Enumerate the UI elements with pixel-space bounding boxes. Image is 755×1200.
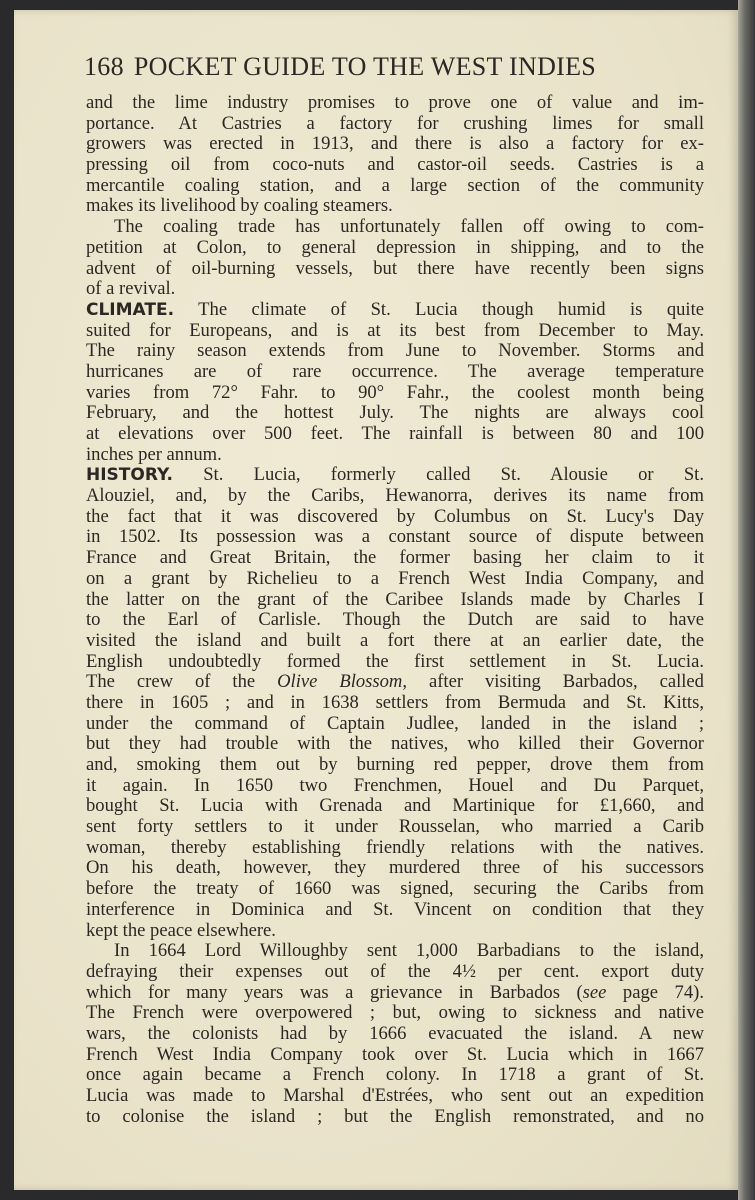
text-line: woman, thereby establishing friendly relations with the natives.: [86, 836, 704, 858]
text-line: The French were overpowered ; but, owing to sickness and native: [86, 1002, 704, 1024]
history-heading: HISTORY.: [86, 465, 173, 486]
text-line: of a revival.: [86, 278, 176, 300]
text-line: interference in Dominica and St. Vincent on condition that they: [86, 898, 704, 920]
text-line: in 1502. Its possession was a constant source of dispute between: [86, 526, 704, 548]
text-line: growers was erected in 1913, and there is also a factory for ex-: [86, 133, 704, 155]
text-line: on a grant by Richelieu to a French West India Company, and: [86, 567, 704, 589]
text-line: the fact that it was discovered by Columbus on St. Lucy's Day: [86, 505, 704, 527]
text-line: The coaling trade has unfortunately fallen off owing to com-: [114, 216, 704, 238]
text-line: On his death, however, they murdered three of his successors: [86, 857, 704, 879]
page-number: 168: [84, 52, 124, 81]
text-line: the latter on the grant of the Caribee Islands made by Charles I: [86, 588, 704, 610]
text-line: portance. At Castries a factory for crushing limes for small: [86, 112, 704, 134]
text-line: to colonise the island ; but the English remonstrated, and no: [86, 1105, 704, 1127]
text-segment: page 74).: [606, 981, 704, 1003]
text-line: France and Great Britain, the former basing her claim to it: [86, 547, 704, 569]
text-line: but they had trouble with the natives, who killed their Governor: [86, 733, 704, 755]
text-line: wars, the colonists had by 1666 evacuated the island. A new: [86, 1022, 704, 1044]
text-line: [86, 300, 704, 321]
text-line: inches per annum.: [86, 443, 222, 465]
text-line: once again became a French colony. In 1718 a grant of St.: [86, 1064, 704, 1086]
text-line: Alouziel, and, by the Caribs, Hewanorra, derives its name from: [86, 485, 704, 507]
text-line: French West India Company took over St. Lucia which in 1667: [86, 1043, 704, 1065]
text-line: [86, 983, 704, 1004]
text-line: The rainy season extends from June to November. Storms and: [86, 340, 704, 362]
text-line: mercantile coaling station, and a large section of the community: [86, 174, 704, 196]
text-line: pressing oil from coco-nuts and castor-oil seeds. Castries is a: [86, 154, 704, 176]
see-reference: see: [582, 981, 607, 1003]
text-line: sent forty settlers to it under Rousselan, who married a Carib: [86, 816, 704, 838]
text-line: varies from 72° Fahr. to 90° Fahr., the coolest month being: [86, 381, 704, 403]
text-line: English undoubtedly formed the first settlement in St. Lucia.: [86, 650, 704, 672]
text-line: February, and the hottest July. The nights are always cool: [86, 402, 704, 424]
text-line: defraying their expenses out of the 4½ per cent. export duty: [86, 960, 704, 982]
text-line: there in 1605 ; and in 1638 settlers from Bermuda and St. Kitts,: [86, 691, 704, 713]
text-line: Lucia was made to Marshal d'Estrées, who sent out an expedition: [86, 1085, 704, 1106]
text-line: and the lime industry promises to prove one of value and im-: [86, 92, 704, 113]
text-line: to the Earl of Carlisle. Though the Dutch are said to have: [86, 609, 704, 631]
text-line: at elevations over 500 feet. The rainfall is between 80 and 100: [86, 423, 704, 444]
book-spine-edge: [738, 0, 755, 1200]
running-title: POCKET GUIDE TO THE WEST INDIES: [133, 52, 597, 81]
text-segment: The crew of the: [86, 671, 278, 693]
text-line: makes its livelihood by coaling steamers.: [86, 195, 393, 217]
text-line: [86, 465, 704, 486]
text-line: bought St. Lucia with Grenada and Martinique for £1,660, and: [86, 795, 704, 817]
body-text: [86, 93, 704, 1127]
page-header: [84, 52, 704, 82]
text-line: suited for Europeans, and is at its best from December to May.: [86, 319, 704, 341]
text-line: advent of oil-burning vessels, but there have recently been signs: [86, 257, 704, 279]
text-line: hurricanes are of rare occurrence. The average temperature: [86, 360, 704, 382]
text-segment: which for many years was a grievance in Barbados (: [86, 981, 583, 1003]
text-line: [86, 672, 704, 693]
text-line: it again. In 1650 two Frenchmen, Houel and Du Parquet,: [86, 774, 704, 796]
text-line: In 1664 Lord Willoughby sent 1,000 Barbadians to the island,: [114, 940, 704, 962]
history-text: St. Lucia, formerly called St. Alousie or St.: [203, 464, 704, 486]
text-segment: , after visiting Barbados, called: [402, 671, 704, 693]
climate-heading: CLIMATE.: [86, 299, 175, 320]
text-line: before the treaty of 1660 was signed, securing the Caribs from: [86, 878, 704, 900]
text-line: kept the peace elsewhere.: [86, 919, 276, 941]
text-line: and, smoking them out by burning red pepper, drove them from: [86, 754, 704, 775]
text-line: petition at Colon, to general depression in shipping, and to the: [86, 236, 704, 258]
ship-name: Olive Blossom: [277, 671, 403, 693]
text-line: visited the island and built a fort there at an earlier date, the: [86, 629, 704, 651]
climate-text: The climate of St. Lucia though humid is quite: [198, 298, 704, 320]
text-line: under the command of Captain Judlee, landed in the island ;: [86, 712, 704, 734]
